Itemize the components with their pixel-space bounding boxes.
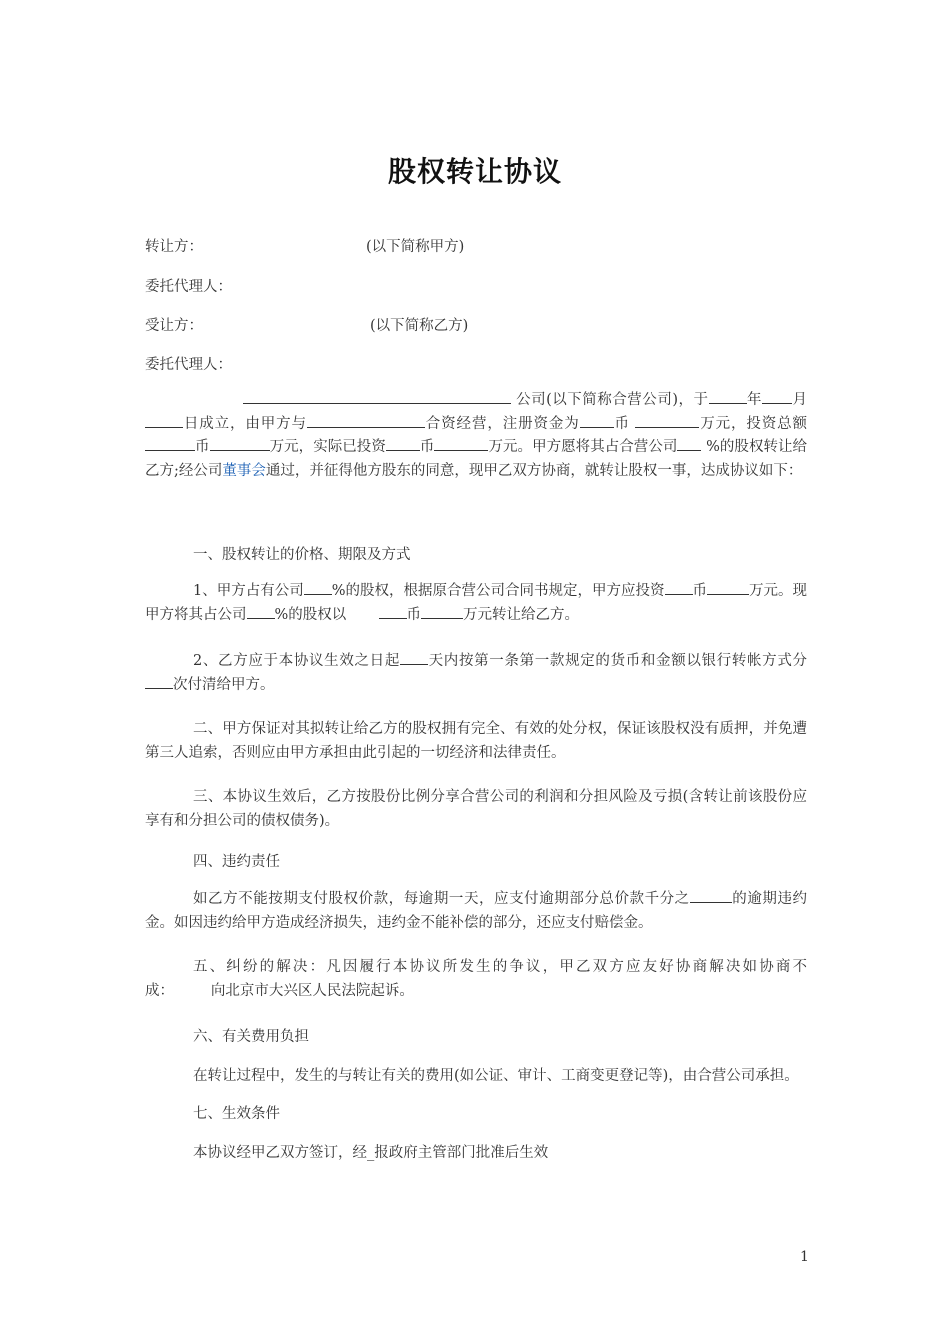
currency-blank-3 (386, 436, 420, 451)
section-4-text-a: 如乙方不能按期支付股权价款，每逾期一天，应支付逾期部分总价款千分之 (193, 891, 690, 907)
section-6-paragraph: 在转让过程中，发生的与转让有关的费用(如公证、审计、工商变更登记等)，由合营公司承担。 (193, 1068, 799, 1084)
clause-1-text-d: 万元。现甲方将其占公司 (145, 583, 808, 623)
intro-text-11: 万元。甲方愿将其占合营公司 (488, 439, 678, 455)
clause-1-text-b: %的股权，根据原合营公司合同书规定，甲方应投资 (331, 583, 665, 599)
price-currency-blank (379, 604, 407, 619)
transferor-note: (以下简称甲方) (366, 239, 465, 255)
intro-text-12: %的股权转让给乙方;经公司 (145, 439, 808, 479)
section-1-clause-2 (145, 650, 807, 697)
intro-paragraph (145, 389, 807, 483)
section-7-heading: 七、生效条件 (193, 1106, 280, 1122)
section-2-paragraph: 二、甲方保证对其拟转让给乙方的股权拥有完全、有效的处分权，保证该股权没有质押，并免遭第三人追索，否则应由甲方承担由此引起的一切经济和法律责任。 (145, 721, 807, 761)
section-1-clause-1 (145, 580, 807, 627)
board-link[interactable]: 董事会 (222, 462, 266, 479)
section-4-text-b: 的逾期违约金。如因违约给甲方造成经济损失，违约金不能补偿的部分，还应支付赔偿金。 (145, 891, 807, 931)
clause-2-text-b: 天内按第一条第一款规定的货币和金额以银行转帐方式分 (427, 653, 807, 669)
capital-blank (635, 413, 699, 428)
clause-1-text-g: 万元转让给乙方。 (463, 606, 580, 623)
clause-1-text-f: 币 (406, 606, 422, 623)
currency-blank-2 (145, 436, 195, 451)
section-3-paragraph: 三、本协议生效后，乙方按股份比例分享合营公司的利润和分担风险及亏损(含转让前该股份应享有和分担公司的债权债务)。 (145, 789, 807, 829)
intro-text-13: 通过，并征得他方股东的同意，现甲乙双方协商，就转让股权一事，达成协议如下： (265, 462, 803, 479)
day-blank (145, 413, 183, 428)
intro-text-3: 月 (792, 392, 808, 408)
transferee-label: 受让方： (145, 318, 203, 334)
intro-text-2: 年 (746, 392, 763, 408)
installments-blank (145, 674, 173, 689)
intro-text-1: 公司(以下简称合营公司)，于 (516, 392, 709, 408)
section-5-paragraph (145, 956, 807, 1003)
clause-2-text-c: 次付清给甲方。 (173, 676, 275, 693)
section-5-text-b: 向北京市大兴区人民法院起诉。 (210, 982, 414, 999)
intro-text-8: 币 (195, 439, 210, 455)
currency-blank-1 (580, 413, 614, 428)
clause-1-text-c: 币 (692, 583, 708, 599)
invest-currency-blank (665, 580, 693, 595)
transferee-note: (以下简称乙方) (370, 318, 469, 334)
intro-text-6: 币 (613, 415, 630, 432)
intro-text-7: 万元，投资总额 (699, 415, 808, 432)
share-percent-blank (304, 580, 332, 595)
invested-blank (434, 436, 488, 451)
year-blank (709, 389, 747, 404)
transfer-percent-blank (247, 604, 275, 619)
section-1-heading: 一、股权转让的价格、期限及方式 (193, 547, 411, 563)
intro-text-4: 日成立，由甲方与 (183, 415, 307, 432)
document-title: 股权转让协议 (387, 155, 562, 188)
intro-text-9: 万元，实际已投资 (269, 439, 386, 455)
section-6-heading: 六、有关费用负担 (193, 1029, 309, 1045)
invest-amount-blank (707, 580, 749, 595)
days-blank (400, 650, 428, 665)
transferor-label: 转让方： (145, 239, 203, 255)
section-7-paragraph: 本协议经甲乙双方签订，经_报政府主管部门批准后生效 (193, 1145, 549, 1161)
price-amount-blank (421, 604, 463, 619)
clause-1-text-a: 1、甲方占有公司 (193, 583, 304, 599)
section-4-heading: 四、违约责任 (193, 854, 280, 870)
company-blank (243, 389, 511, 404)
investment-blank (210, 436, 270, 451)
section-4-paragraph (145, 888, 807, 935)
section-5-text-a: 五、纠纷的解决：凡因履行本协议所发生的争议，甲乙双方应友好协商解决如协商不成： (145, 959, 807, 999)
agent1-label: 委托代理人： (145, 279, 232, 295)
partner-blank (307, 413, 425, 428)
intro-text-5: 合资经营，注册资金为 (424, 415, 580, 432)
page-number: 1 (800, 1249, 809, 1265)
agent2-label: 委托代理人： (145, 357, 232, 373)
month-blank-1 (762, 389, 792, 404)
clause-2-text-a: 2、乙方应于本协议生效之日起 (193, 653, 400, 669)
percent-blank (677, 436, 701, 451)
clause-1-text-e: %的股权以 (274, 606, 347, 623)
intro-text-10: 币 (419, 439, 435, 455)
penalty-blank (690, 888, 732, 903)
